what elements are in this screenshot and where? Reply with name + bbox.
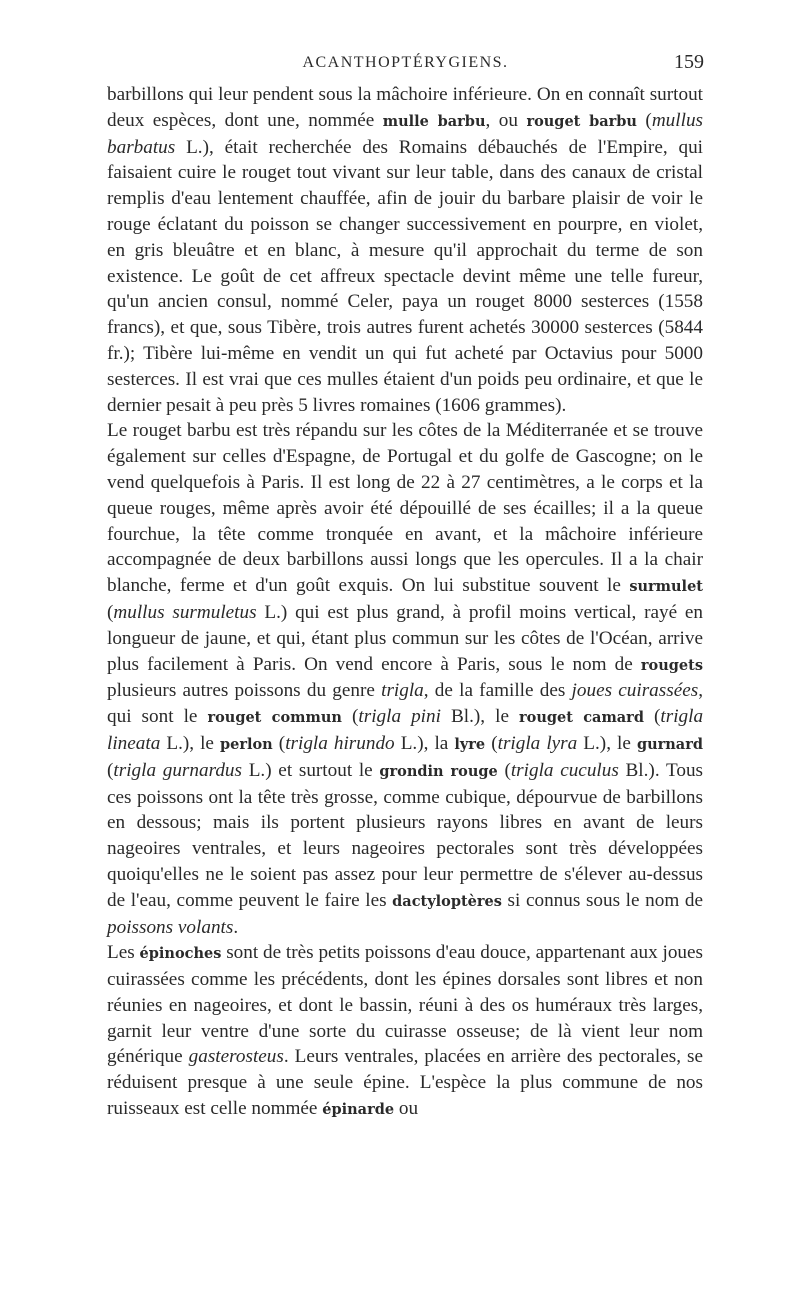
text-run: , qui sont le (107, 680, 704, 728)
species-name: mulle barbu (382, 112, 486, 130)
text-run: . (233, 916, 239, 938)
latin-name: mullus surmuletus (113, 601, 257, 623)
latin-name: poissons volants (107, 916, 234, 938)
species-name: rouget camard (519, 709, 644, 727)
page-header (107, 51, 704, 76)
species-name: rougets (640, 656, 703, 674)
text-run: barbillons qui leur pendent sous la mâchoire inférieure. On en connaît surtout deux espèces, dont une, nommée (107, 84, 703, 131)
text-run: ( (636, 109, 652, 131)
latin-name: trigla pini (358, 706, 441, 728)
species-name: surmulet (629, 578, 703, 596)
text-run: ( (497, 759, 511, 781)
latin-name: mullus barbatus (107, 109, 704, 158)
text-run: L.), le (577, 732, 637, 754)
latin-name: joues cuirassées (571, 680, 699, 702)
species-name: rouget barbu (526, 112, 637, 130)
text-run: Le rouget barbu est très répandu sur les côtes de la Méditerranée et se trouve également sur celles d'Espagne, de Portugal et du golfe de Gascogne; on le vend quelquefois à Paris. Il est long de 22 à 27 centimètres, a le corps et la queue rouges, même après avoir été dépouillé de ses écailles; il a la queue fourchue, la tête comme tronquée en avant, et la mâchoire inférieure accompagnée de deux barbillons aussi longs que les opercules. Il a la chair blanche, ferme et d'un goût exquis. On lui substitue souvent le (107, 420, 703, 597)
paragraph (107, 418, 703, 940)
text-run: ( (485, 732, 498, 754)
latin-name: trigla cuculus (510, 759, 619, 781)
text-run: plusieurs autres poissons du genre (107, 680, 382, 702)
text-run: L.), la (394, 732, 455, 754)
text-run: Bl.), le (440, 706, 520, 728)
text-run: ( (341, 706, 359, 728)
text-run: . Leurs ventrales, placées en arrière des pectorales, se réduisent presque à une seule épine. L'espèce la plus commune de nos ruisseaux est celle nommée (107, 1046, 704, 1120)
species-name: perlon (220, 735, 273, 753)
paragraph (107, 82, 703, 418)
text-run: Les (107, 942, 140, 964)
text-run: ( (643, 706, 661, 728)
latin-name: trigla (381, 680, 424, 702)
species-name: épinoches (139, 945, 222, 963)
text-run: L.), le (160, 732, 220, 754)
text-run: L.) qui est plus grand, à profil moins vertical, rayé en longueur de jaune, et qui, étant plus commun sur les côtes de l'Océan, arrive plus facilement à Paris. On vend encore à Paris, sous le nom de (107, 601, 703, 675)
page-number: 159 (674, 51, 704, 73)
species-name: grondin rouge (379, 762, 498, 780)
text-run: , ou (485, 109, 527, 131)
latin-name: gasterosteus (188, 1046, 284, 1068)
species-name: gurnard (636, 735, 703, 753)
species-name: dactyloptères (392, 892, 502, 910)
text-run: ou (394, 1098, 419, 1120)
text-run: Bl.). Tous ces poissons ont la tête très grosse, comme cubique, dépourvue de barbillons en dessous; mais ils portent plusieurs rayons libres en avant de leurs nageoires ventrales, et leurs nageoires pectorales sont très développées quoiqu'elles ne le soient pas assez pour leur permettre de s'élever au-dessus de l'eau, comme peuvent le faire les (107, 759, 704, 911)
latin-name: trigla lyra (497, 732, 578, 754)
text-run: sont de très petits poissons d'eau douce, appartenant aux joues cuirassées comme les précédents, dont les épines dorsales sont libres et non réunies en nageoires, et dont le bassin, réuni à des os huméraux très larges, garnit leur ventre d'une sorte du cuirasse osseuse; de là vient leur nom générique (107, 942, 703, 1068)
paragraph (107, 940, 703, 1123)
species-name: lyre (454, 735, 486, 753)
species-name: rouget commun (207, 709, 342, 727)
text-run: ( (107, 601, 114, 623)
latin-name: trigla lineata (107, 706, 704, 754)
latin-name: trigla gurnardus (113, 759, 242, 781)
text-run: ( (107, 759, 114, 781)
text-run: si connus sous le nom de (501, 889, 703, 911)
text-run: , de la famille des (423, 680, 572, 702)
text-run: L.) et surtout le (242, 759, 380, 781)
text-run: ( (272, 732, 286, 754)
body-text (107, 82, 703, 1123)
latin-name: trigla hirundo (285, 732, 395, 754)
text-run: L.), était recherchée des Romains débauchés de l'Empire, qui faisaient cuire le rouget tout vivant sur leur table, dans des canaux de cristal remplis d'eau lentement chauffée, afin de jouir du barbare plaisir de voir le rouge éclatant du poisson se changer successivement en pourpre, en violet, en gris bleuâtre et en blanc, à mesure qu'il approchait du terme de son existence. Le goût de cet affreux spectacle devint même une telle fureur, qu'un ancien consul, nommé Celer, paya un rouget 8000 sesterces (1558 francs), et que, sous Tibère, trois autres furent achetés 30000 sesterces (5844 fr.); Tibère lui-même en vendit un qui fut acheté par Octavius pour 5000 sesterces. Il est vrai que ces mulles étaient d'un poids peu ordinaire, et que le dernier pesait à peu près 5 livres romaines (1606 grammes). (107, 136, 703, 416)
running-title: ACANTHOPTÉRYGIENS. (302, 54, 509, 71)
species-name: épinarde (322, 1101, 395, 1119)
